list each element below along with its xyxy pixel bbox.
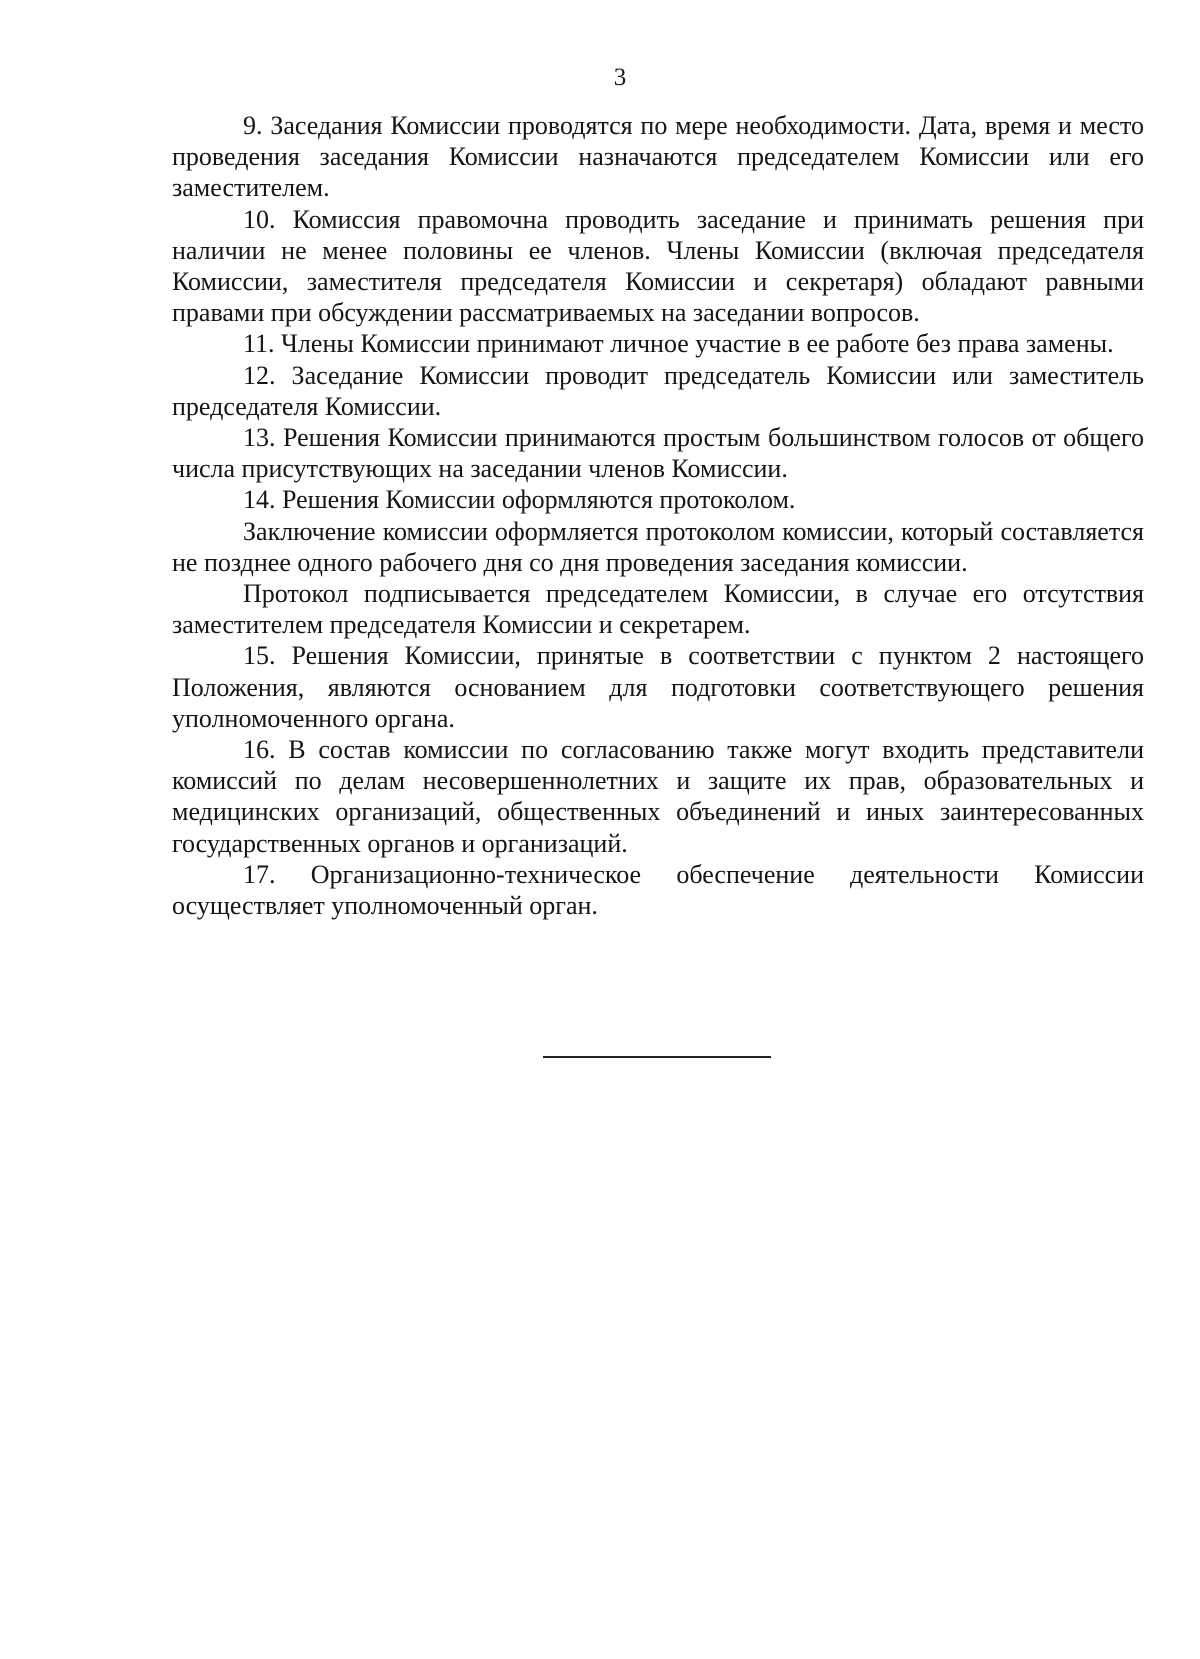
paragraph-conclusion: Заключение комиссии оформляется протоколом комиссии, который составляется не позднее одного рабочего дня со дня проведения заседания комиссии. xyxy=(172,516,1144,577)
paragraph-item-15: 15. Решения Комиссии, принятые в соответствии с пунктом 2 настоящего Положения, являются основанием для подготовки соответствующего решения уполномоченного органа. xyxy=(172,641,1144,733)
page-number: 3 xyxy=(613,64,627,91)
paragraph-protocol-signing: Протокол подписывается председателем Комиссии, в случае его отсутствия заместителем председателя Комиссии и секретарем. xyxy=(172,579,1144,640)
paragraph-item-13: 13. Решения Комиссии принимаются простым большинством голосов от общего числа присутствующих на заседании членов Комиссии. xyxy=(172,423,1144,484)
paragraph-item-10: 10. Комиссия правомочна проводить заседание и принимать решения при наличии не менее половины ее членов. Члены Комиссии (включая председателя Комиссии, заместителя председателя Комиссии и секретаря) обладают равными правами при обсуждении рассматриваемых на заседании вопросов. xyxy=(172,204,1144,328)
paragraph-item-9: 9. Заседания Комиссии проводятся по мере необходимости. Дата, время и место проведения заседания Комиссии назначаются председателем Комиссии или его заместителем. xyxy=(172,111,1144,203)
paragraph-item-17: 17. Организационно-техническое обеспечение деятельности Комиссии осуществляет уполномоченный орган. xyxy=(172,859,1144,921)
end-separator-line xyxy=(543,1056,771,1058)
paragraph-item-12: 12. Заседание Комиссии проводит председатель Комиссии или заместитель председателя Комиссии. xyxy=(172,360,1144,421)
document-body xyxy=(172,110,1144,921)
paragraph-item-16: 16. В состав комиссии по согласованию также могут входить представители комиссий по делам несовершеннолетних и защите их прав, образовательных и медицинских организаций, общественных объединений и иных заинтересованных государственных органов и организаций. xyxy=(172,735,1144,858)
paragraph-item-14: 14. Решения Комиссии оформляются протоколом. xyxy=(243,485,796,515)
paragraph-item-11: 11. Члены Комиссии принимают личное участие в ее работе без права замены. xyxy=(243,329,1114,359)
